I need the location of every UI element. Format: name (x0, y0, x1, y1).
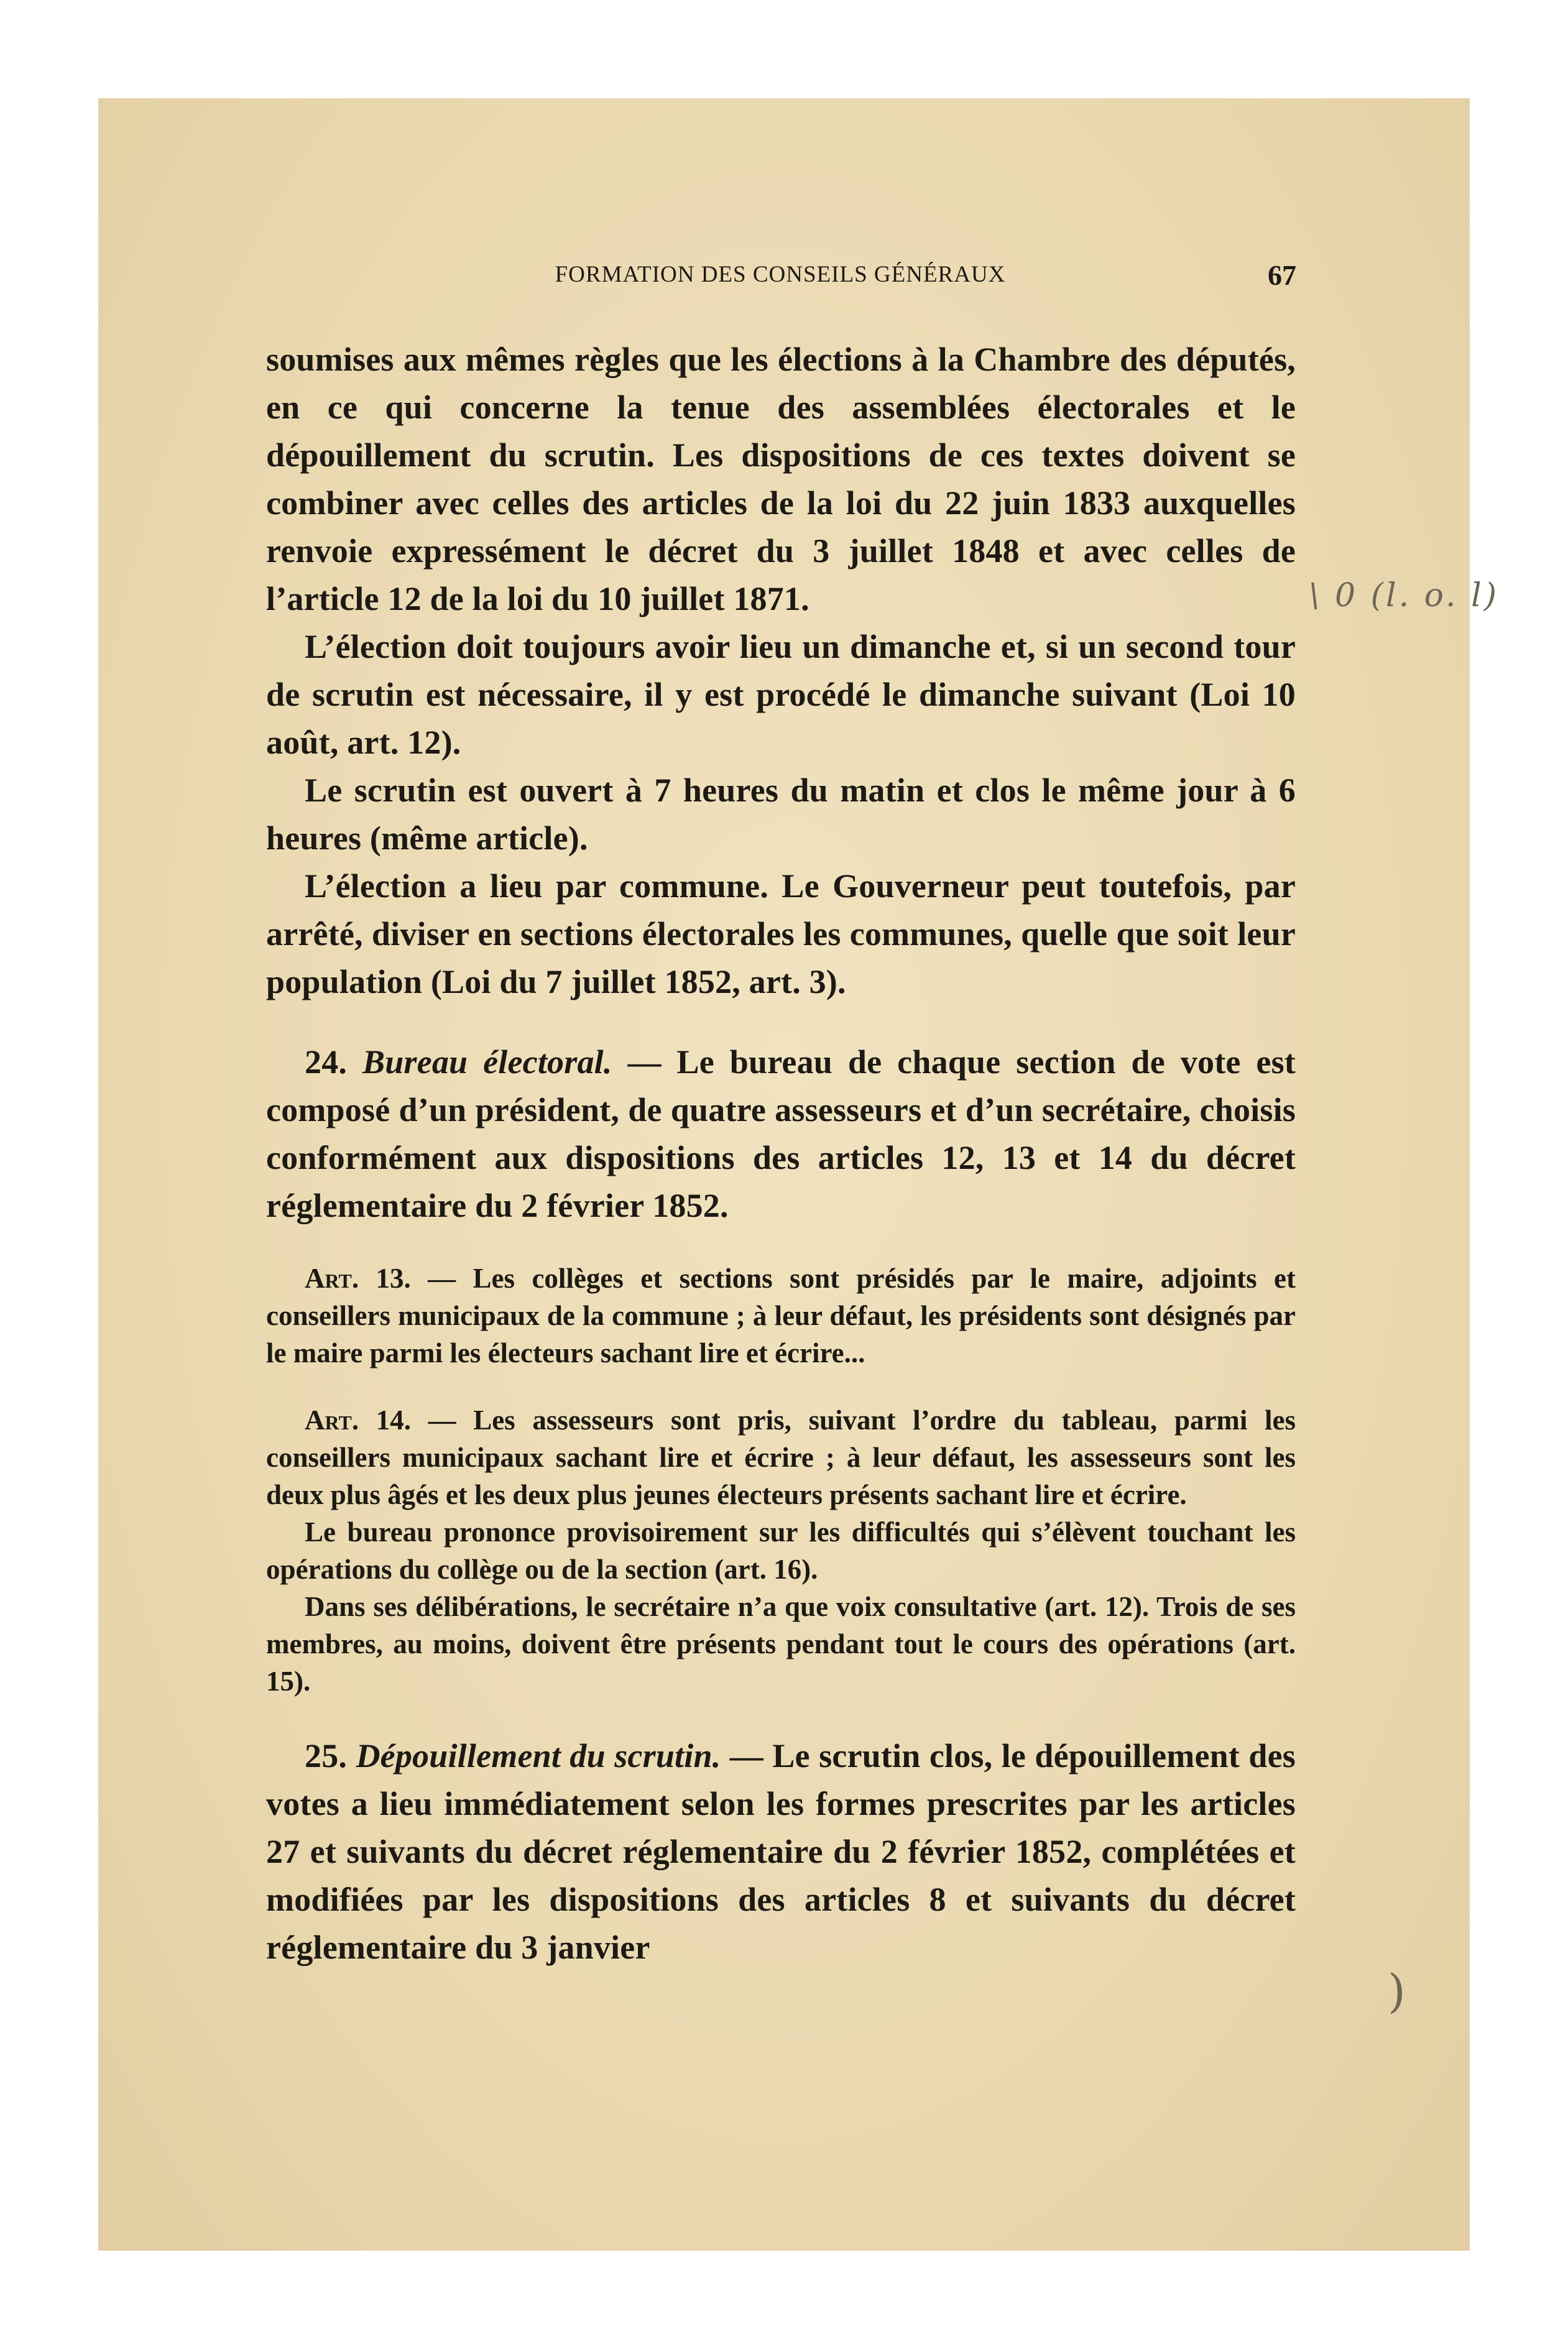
article-14-text: — Les assesseurs sont pris, suivant l’ordre du tableau, parmi les conseillers municipaux sachant lire et écrire ; à leur défaut, les assesseurs sont les deux plus âgés et les deux plus jeunes électeurs présents sachant lire et écrire. (266, 1405, 1296, 1510)
pencil-margin-mark: ) (1388, 1965, 1406, 2018)
section-24-title: Bureau électoral. (362, 1043, 612, 1081)
article-13-label: Art. 13. (305, 1263, 411, 1294)
text-column (266, 336, 1296, 1972)
section-25-number: 25. (305, 1737, 348, 1774)
page-number: 67 (1268, 259, 1296, 291)
quote-article-13 (266, 1260, 1296, 1372)
quote-deliberations: Dans ses délibérations, le secrétaire n’a que voix consultative (art. 12). Trois de ses membres, au moins, doivent être présents pendant tout le cours des opérations (art. 15). (266, 1591, 1296, 1697)
paragraph-1: soumises aux mêmes règles que les élections à la Chambre des députés, en ce qui concerne la tenue des assemblées électorales et le dépouillement du scrutin. Les dispositions de ces textes doivent se combiner avec celles des articles de la loi du 22 juin 1833 auxquelles renvoie expressément le décret du 3 juillet 1848 et avec celles de l’article 12 de la loi du 10 juillet 1871. (266, 341, 1296, 617)
article-13-text: — Les collèges et sections sont présidés par le maire, adjoints et conseillers municipaux de la commune ; à leur défaut, les présidents sont désignés par le maire parmi les électeurs sachant lire et écrire... (266, 1263, 1296, 1368)
section-25-text: — Le scrutin clos, le dépouillement des votes a lieu immédiatement selon les formes prescrites par les articles 27 et suivants du décret réglementaire du 2 février 1852, complétées et modifiées par les dispositions des articles 8 et suivants du décret réglementaire du 3 janvier (266, 1737, 1296, 1966)
handwritten-margin-note: \ 0 (l. o. l) (1309, 577, 1500, 614)
paragraph-4: L’élection a lieu par commune. Le Gouverneur peut toutefois, par arrêté, diviser en sections électorales les communes, quelle que soit leur population (Loi du 7 juillet 1852, art. 3). (266, 867, 1296, 1000)
quote-article-14 (266, 1401, 1296, 1513)
quote-bureau-difficultes: Le bureau prononce provisoirement sur les difficultés qui s’élèvent touchant les opérations du collège ou de la section (art. 16). (266, 1516, 1296, 1585)
section-24-number: 24. (305, 1043, 348, 1081)
page-header (264, 261, 1296, 298)
section-25-title: Dépouillement du scrutin. (356, 1737, 721, 1774)
paragraph-2: L’élection doit toujours avoir lieu un dimanche et, si un second tour de scrutin est nécessaire, il y est procédé le dimanche suivant (Loi 10 août, art. 12). (266, 628, 1296, 761)
running-title: FORMATION DES CONSEILS GÉNÉRAUX (555, 262, 1006, 287)
paragraph-3: Le scrutin est ouvert à 7 heures du matin et clos le même jour à 6 heures (même article). (266, 772, 1296, 857)
section-24-text: — Le bureau de chaque section de vote est composé d’un président, de quatre assesseurs et d’un secrétaire, choisis conformément aux dispositions des articles 12, 13 et 14 du décret réglementaire du 2 février 1852. (266, 1043, 1296, 1224)
article-14-label: Art. 14. (305, 1405, 411, 1436)
section-24 (266, 1038, 1296, 1230)
section-25 (266, 1732, 1296, 1972)
